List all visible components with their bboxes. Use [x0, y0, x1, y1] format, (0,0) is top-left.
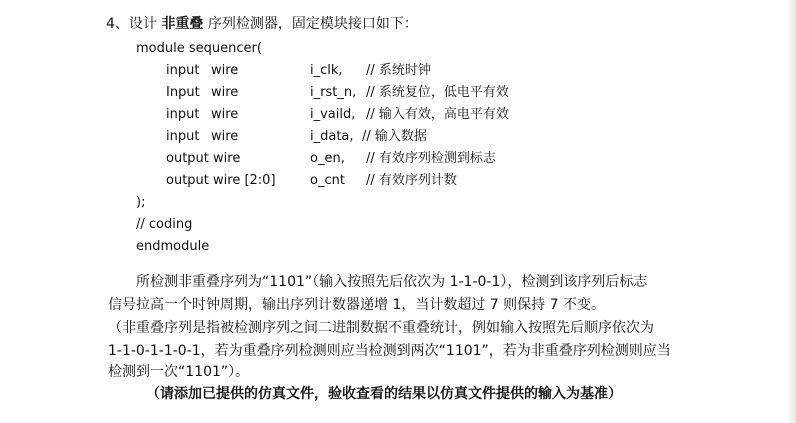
page-edge-shadow: [786, 0, 796, 423]
title-rest: 序列检测器，固定模块接口如下：: [207, 16, 418, 32]
section-title: [106, 14, 418, 34]
port-kind: wire: [211, 129, 239, 144]
port-line-cnt: [166, 172, 596, 190]
port-line-en: [166, 150, 596, 168]
paragraph-line-3: （非重叠序列是指被检测序列之间二进制数据不重叠统计，例如输入按照先后顺序依次为: [108, 320, 654, 336]
port-line-rst: [166, 84, 596, 102]
port-type: input: [166, 63, 200, 78]
port-type: Input: [166, 85, 200, 100]
port-name: o_cnt: [310, 173, 345, 188]
bold-note: （请添加已提供的仿真文件，验收查看的结果以仿真文件提供的输入为基准）: [146, 386, 622, 402]
port-name: o_en,: [310, 151, 345, 166]
port-line-data: [166, 128, 596, 146]
module-close: );: [136, 195, 146, 210]
paragraph-line-4: 1-1-0-1-1-0-1，若为重叠序列检测则应当检测到两次“1101”，若为非重叠序列检测则应当: [108, 343, 671, 359]
module-declaration: module sequencer(: [136, 41, 262, 56]
port-type: output wire: [166, 151, 241, 166]
port-line-vaild: [166, 106, 596, 124]
port-comment: // 有效序列检测到标志: [366, 151, 496, 166]
port-comment: // 输入有效，高电平有效: [366, 107, 509, 122]
port-line-clk: [166, 62, 596, 80]
port-comment: // 有效序列计数: [366, 173, 457, 188]
paragraph-line-5: 检测到一次“1101”）。: [108, 364, 250, 380]
port-comment: // 系统时钟: [366, 63, 431, 78]
port-name: i_clk,: [310, 63, 343, 78]
port-kind: wire: [211, 63, 239, 78]
port-kind: wire: [211, 85, 239, 100]
title-number: 4、设计: [106, 16, 157, 32]
port-comment: // 系统复位，低电平有效: [366, 85, 509, 100]
port-type: input: [166, 129, 200, 144]
port-kind: wire: [211, 107, 239, 122]
port-type: input: [166, 107, 200, 122]
port-name: i_data,: [310, 129, 354, 144]
title-bold-term: 非重叠: [161, 16, 204, 32]
port-name: i_vaild,: [310, 107, 356, 122]
coding-comment: // coding: [136, 217, 193, 232]
port-name: i_rst_n,: [310, 85, 357, 100]
code-block: [136, 40, 596, 260]
endmodule: endmodule: [136, 239, 210, 254]
port-comment: // 输入数据: [362, 129, 427, 144]
paragraph-line-2: 信号拉高一个时钟周期，输出序列计数器递增 1，当计数超过 7 则保持 7 不变。: [108, 297, 605, 313]
paragraph-line-1: 所检测非重叠序列为“1101”（输入按照先后依次为 1-1-0-1），检测到该序列后标志: [136, 274, 648, 290]
port-type: output wire [2:0]: [166, 173, 276, 188]
